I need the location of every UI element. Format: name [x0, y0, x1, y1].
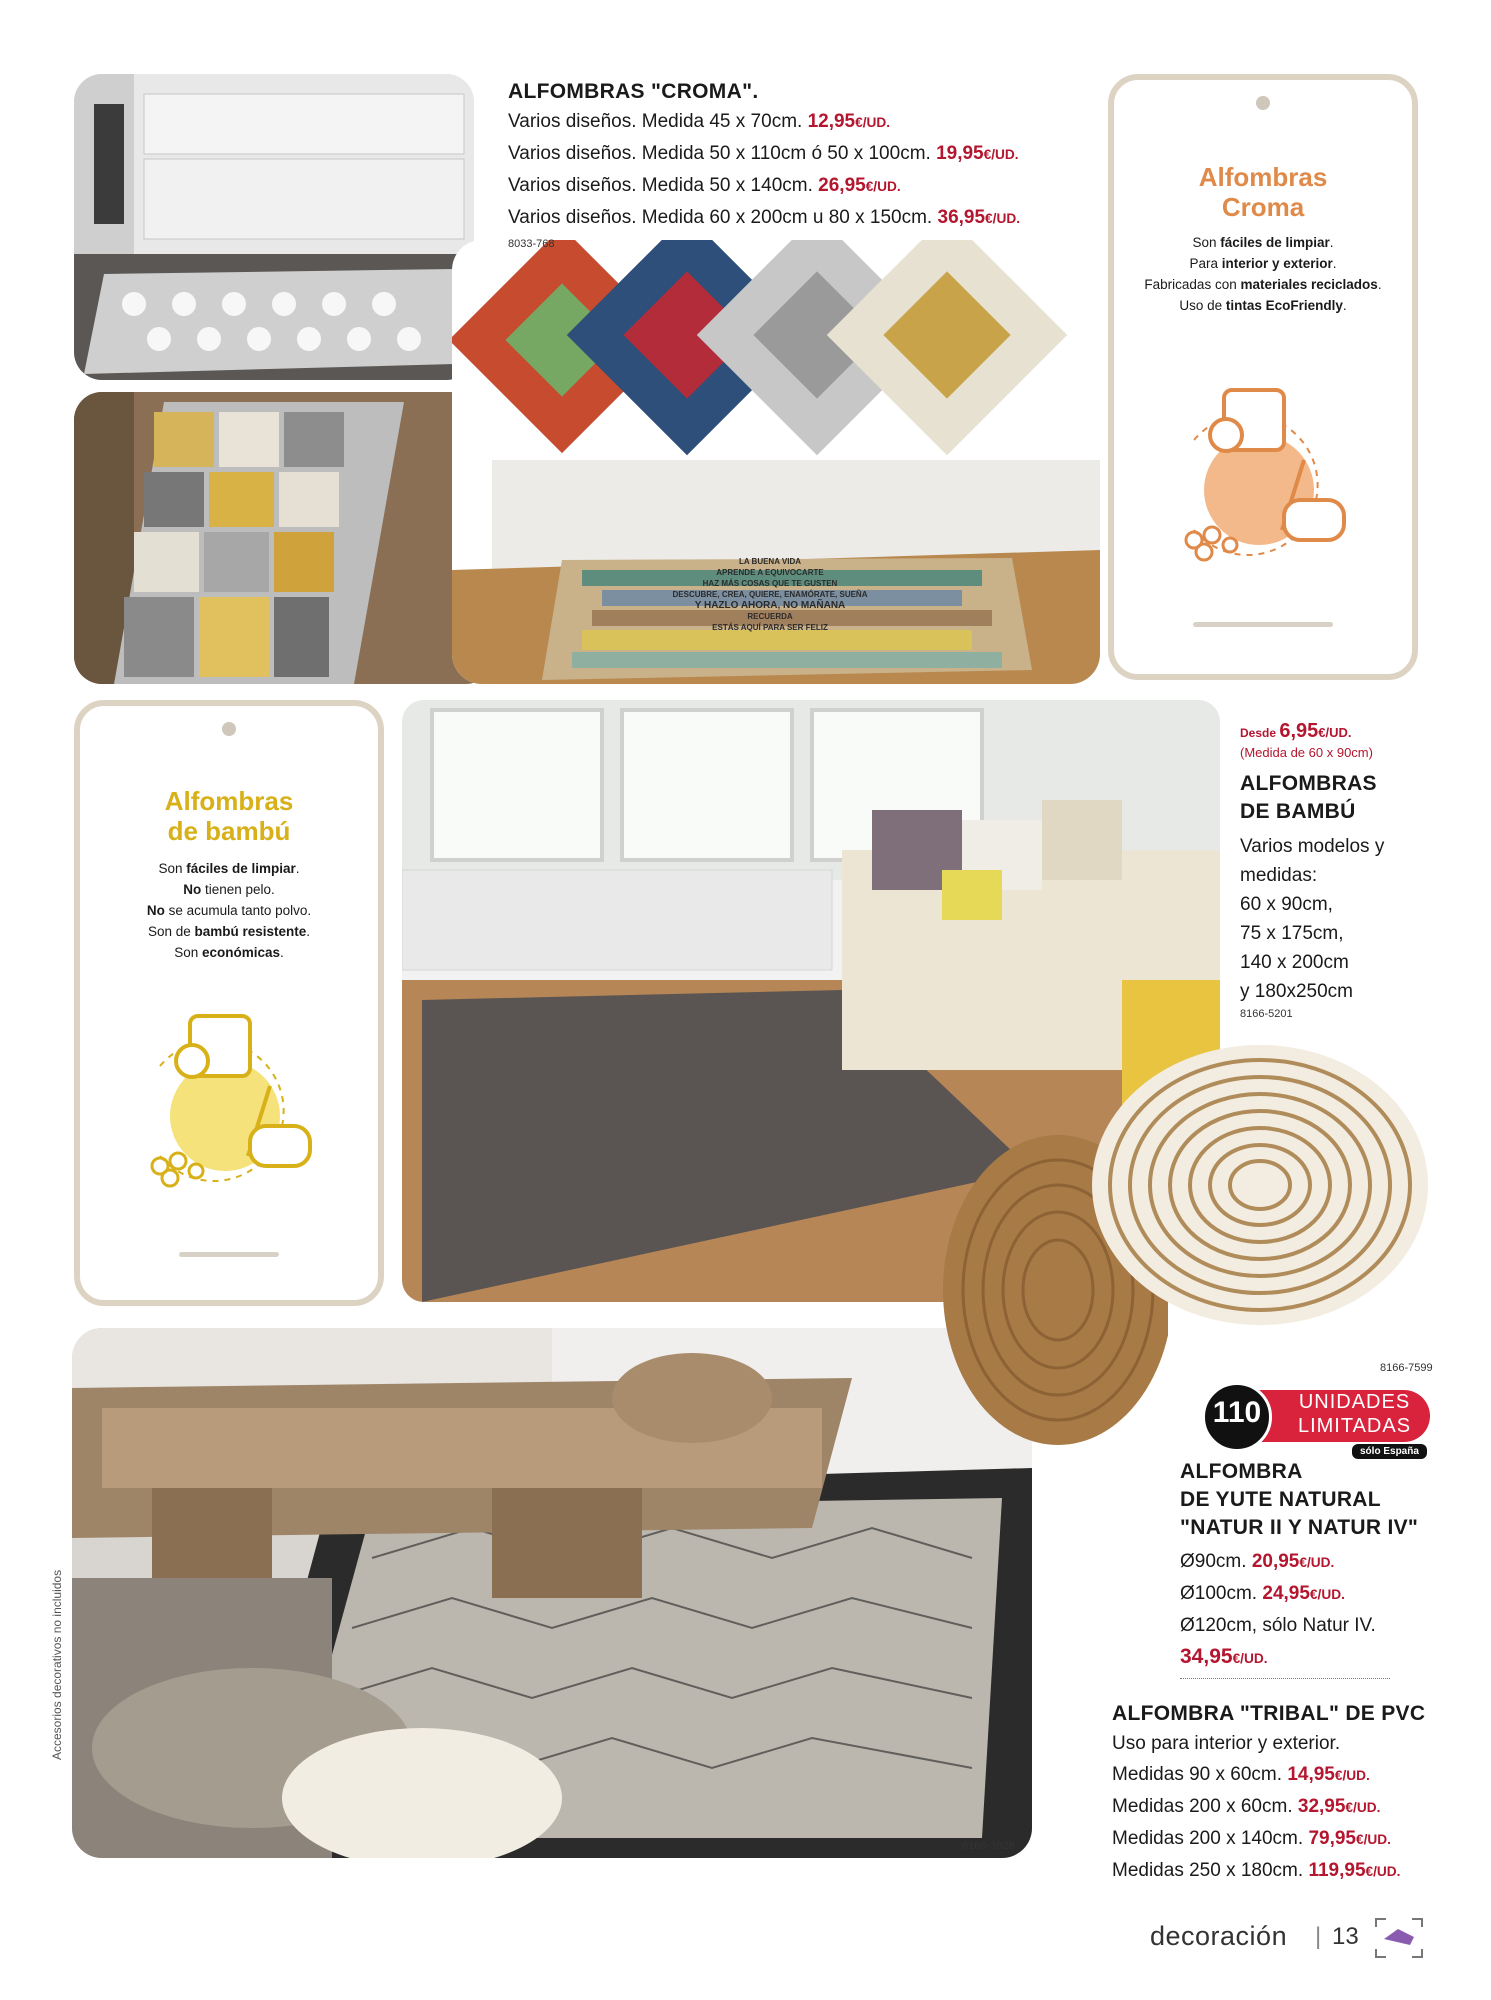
tribal-line-2: Medidas 200 x 60cm. 32,95€/UD.: [1112, 1796, 1381, 1817]
doormat-text: LA BUENA VIDA APRENDE A EQUIVOCARTE HAZ MÁS COSAS QUE TE GUSTEN DESCUBRE, CREA, QUIERE, ENAMÓRATE, SUEÑA Y HAZLO AHORA, NO MAÑANA RECUERDA ESTÁS AQUÍ PARA SER FELIZ: [672, 557, 868, 632]
kitchen-photo: [74, 74, 474, 380]
bambu-title: ALFOMBRAS DE BAMBÚ: [1240, 772, 1377, 823]
croma-line-2: Varios diseños. Medida 50 x 110cm ó 50 x 100cm. 19,95€/UD.: [508, 143, 1019, 164]
card-bambu-title: Alfombras de bambú: [164, 786, 294, 846]
bambu-lines: Varios modelos y medidas: 60 x 90cm, 75 x 175cm, 140 x 200cm y 180x250cm: [1240, 836, 1385, 1002]
side-note: Accesorios decorativos no incluidos: [50, 1569, 64, 1760]
card-croma-body: Son fáciles de limpiar. Para interior y exterior. Fabricadas con materiales reciclados. Uso de tintas EcoFriendly.: [1144, 235, 1382, 313]
badge-text: UNIDADES LIMITADAS: [1297, 1391, 1412, 1437]
tribal-code: 8166-3928: [962, 1840, 1015, 1852]
yute-line-4: 34,95€/UD.: [1180, 1645, 1268, 1668]
bambu-price: Desde 6,95€/UD.: [1240, 720, 1352, 742]
croma-price-2: 19,95€/UD.: [936, 143, 1019, 164]
yute-code: 8166-7599: [1380, 1362, 1433, 1374]
tribal-line-4: Medidas 250 x 180cm. 119,95€/UD.: [1112, 1860, 1401, 1881]
yute-info: [1180, 1458, 1440, 1679]
divider: [1180, 1678, 1390, 1679]
croma-price-4: 36,95€/UD.: [937, 207, 1020, 228]
yute-line-2: Ø100cm. 24,95€/UD.: [1180, 1583, 1345, 1604]
limited-units-badge: [1202, 1382, 1430, 1464]
runner-photo: [74, 392, 494, 684]
croma-price-3: 26,95€/UD.: [818, 175, 901, 196]
croma-line-3: Varios diseños. Medida 50 x 140cm. 26,95€/UD.: [508, 175, 901, 196]
tribal-room-photo: [72, 1328, 1032, 1858]
yute-title: ALFOMBRA DE YUTE NATURAL "NATUR II Y NATUR IV": [1180, 1460, 1419, 1539]
badge-note: sólo España: [1352, 1444, 1427, 1459]
yute-line-3: Ø120cm, sólo Natur IV.: [1180, 1615, 1376, 1636]
section-name: decoración: [1150, 1921, 1288, 1951]
croma-code: 8033-768: [508, 238, 555, 250]
card-bar: [179, 1252, 279, 1257]
card-dot: [222, 722, 236, 736]
rug-tab-icon: [1372, 1915, 1426, 1961]
card-bambu-body: Son fáciles de limpiar. No tienen pelo. No se acumula tanto polvo. Son de bambú resistente. Son económicas.: [146, 861, 312, 960]
bambu-code: 8166-5201: [1240, 1008, 1293, 1020]
info-card-bambu: [74, 700, 384, 1306]
footer-separator: |: [1315, 1923, 1322, 1950]
bambu-info: [1240, 720, 1470, 1020]
tribal-title: ALFOMBRA "TRIBAL" DE PVC: [1112, 1702, 1426, 1725]
tribal-info: [1112, 1702, 1452, 1887]
card-croma-title: Alfombras Croma: [1198, 162, 1328, 222]
badge-number: 110: [1212, 1396, 1262, 1429]
rug-vacuum-icon: [1164, 380, 1364, 570]
yute-line-1: Ø90cm. 20,95€/UD.: [1180, 1551, 1335, 1572]
spiral-rug-photo: [1085, 1040, 1435, 1330]
card-bar: [1193, 622, 1333, 627]
croma-info: [508, 80, 1068, 250]
rug-vacuum-icon: [130, 1006, 330, 1196]
info-card-croma: [1108, 74, 1418, 680]
page-footer: [1150, 1915, 1480, 1965]
bambu-note: (Medida de 60 x 90cm): [1240, 745, 1373, 760]
page-number: 13: [1332, 1923, 1359, 1950]
croma-price-1: 12,95€/UD.: [807, 111, 891, 132]
card-dot: [1256, 96, 1270, 110]
croma-line-1: Varios diseños. Medida 45 x 70cm. 12,95€/UD.: [508, 111, 891, 132]
croma-line-4: Varios diseños. Medida 60 x 200cm u 80 x 150cm. 36,95€/UD.: [508, 207, 1020, 228]
tribal-subtitle: Uso para interior y exterior.: [1112, 1733, 1341, 1754]
tribal-line-3: Medidas 200 x 140cm. 79,95€/UD.: [1112, 1828, 1391, 1849]
tribal-line-1: Medidas 90 x 60cm. 14,95€/UD.: [1112, 1764, 1370, 1785]
croma-title: ALFOMBRAS "CROMA".: [508, 80, 759, 103]
